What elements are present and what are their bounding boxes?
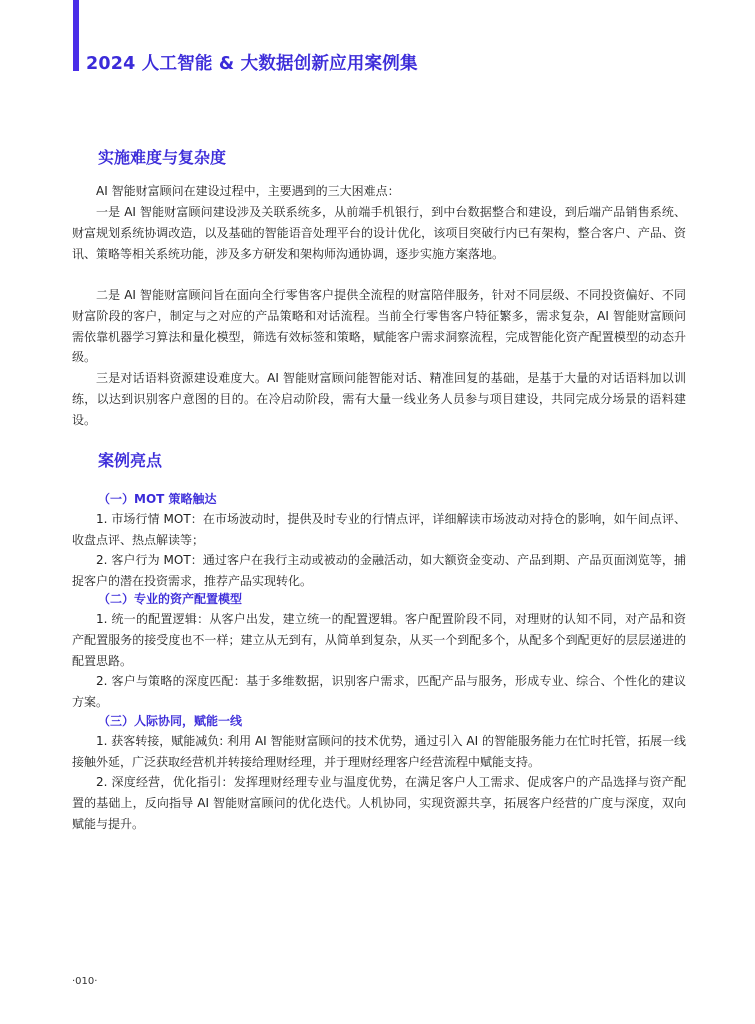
paragraph-allocation-1: 1. 统一的配置逻辑：从客户出发，建立统一的配置逻辑。客户配置阶段不同，对理财的认知不同，对产品和资产配置服务的接受度也不一样；建立从无到有，从简单到复杂，从买一个到配多个，从配多个到配更好的层层递进的配置思路。: [72, 612, 686, 668]
paragraph-difficulty-2: 二是 AI 智能财富顾问旨在面向全行零售客户提供全流程的财富陪伴服务，针对不同层级、不同投资偏好、不同财富阶段的客户，制定与之对应的产品策略和对话流程。当前全行零售客户特征繁多，需求复杂，AI 智能财富顾问需依靠机器学习算法和量化模型，筛选有效标签和策略，赋能客户需求洞察流程，完成智能化资产配置模型的动态升级。: [72, 288, 686, 365]
paragraph-allocation-2: 2. 客户与策略的深度匹配：基于多维数据，识别客户需求，匹配产品与服务，形成专业、综合、个性化的建议方案。: [72, 674, 686, 709]
document-title: 2024 人工智能 & 大数据创新应用案例集: [86, 54, 418, 74]
paragraph-mot-2: 2. 客户行为 MOT：通过客户在我行主动或被动的金融活动，如大额资金变动、产品到期、产品页面浏览等，捕捉客户的潜在投资需求，推荐产品实现转化。: [72, 553, 686, 588]
subheading-mot: （一）MOT 策略触达: [98, 492, 217, 506]
section-heading-difficulty: 实施难度与复杂度: [98, 148, 227, 167]
section-heading-highlights: 案例亮点: [98, 451, 163, 470]
subheading-asset-allocation: （二）专业的资产配置模型: [98, 592, 243, 606]
paragraph-collaboration-1: 1. 获客转接，赋能减负: 利用 AI 智能财富顾问的技术优势，通过引入 AI 的智能服务能力在忙时托管，拓展一线接触外延，广泛获取经营机并转接给理财经理，并于理财经理客户经营流程中赋能支持。: [72, 734, 686, 769]
paragraph-difficulty-3: 三是对话语料资源建设难度大。AI 智能财富顾问能智能对话、精准回复的基础，是基于大量的对话语料加以训练，以达到识别客户意图的目的。在冷启动阶段，需有大量一线业务人员参与项目建设，共同完成分场景的语料建设。: [72, 371, 686, 427]
paragraph-difficulty-1: 一是 AI 智能财富顾问建设涉及关联系统多，从前端手机银行，到中台数据整合和建设，到后端产品销售系统、财富规划系统协调改造，以及基础的智能语音处理平台的设计优化，该项目突破行内已有架构，整合客户、产品、资讯、策略等相关系统功能，涉及多方研发和架构师沟通协调，逐步实施方案落地。: [72, 205, 686, 261]
page-number: ·010·: [72, 976, 98, 987]
subheading-human-collaboration: （三）人际协同，赋能一线: [98, 714, 243, 728]
paragraph-collaboration-2: 2. 深度经营，优化指引：发挥理财经理专业与温度优势，在满足客户人工需求、促成客户的产品选择与资产配置的基础上，反向指导 AI 智能财富顾问的优化迭代。人机协同，实现资源共享，拓展客户经营的广度与深度，双向赋能与提升。: [72, 775, 686, 831]
header-accent-bar: [73, 0, 79, 71]
paragraph-mot-1: 1. 市场行情 MOT：在市场波动时，提供及时专业的行情点评，详细解读市场波动对持仓的影响，如午间点评、收盘点评、热点解读等；: [72, 512, 686, 547]
paragraph-difficulty-intro: AI 智能财富顾问在建设过程中，主要遇到的三大困难点：: [96, 184, 400, 198]
